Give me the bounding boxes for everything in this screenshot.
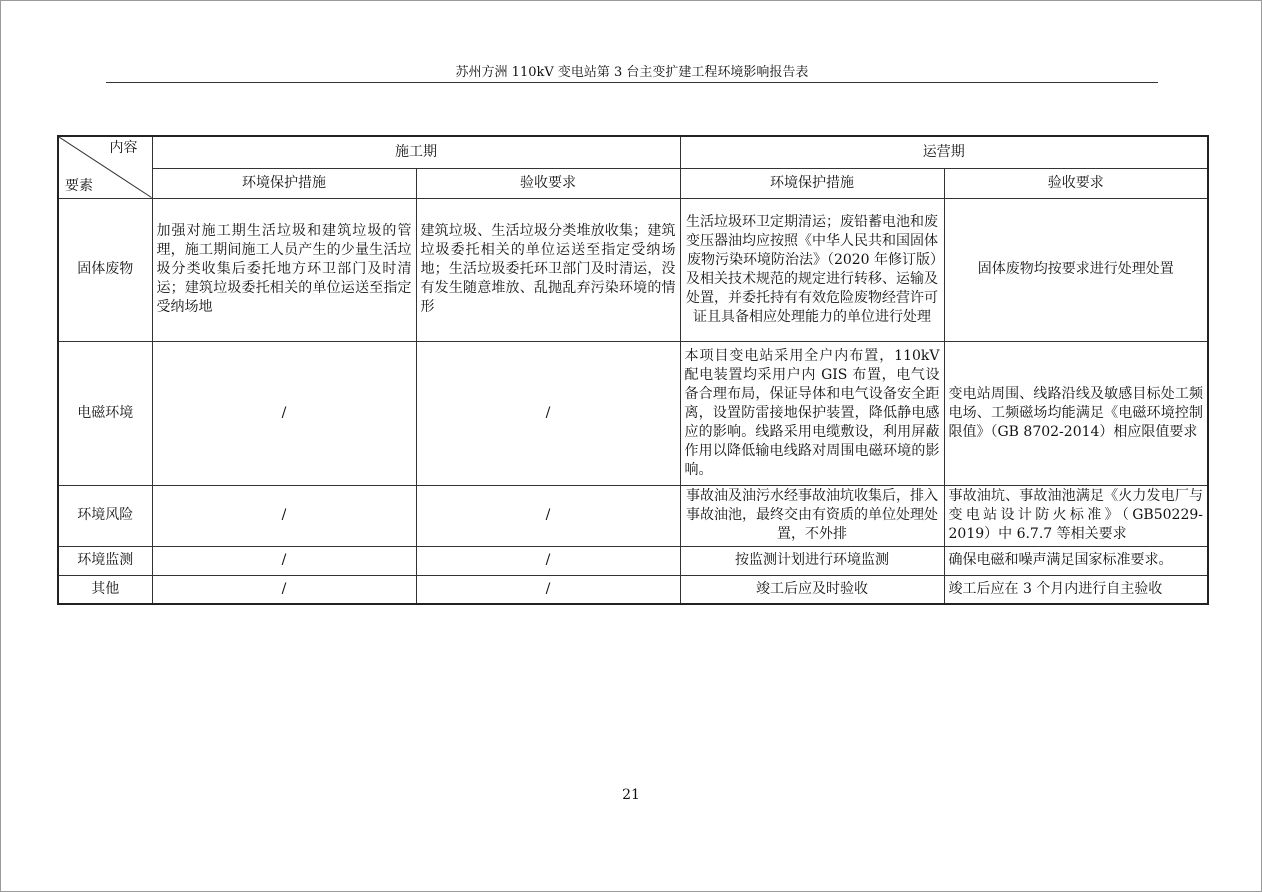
cell-operation-measures: 本项目变电站采用全户内布置，110kV 配电装置均采用户内 GIS 布置，电气设备合理布局，保证导体和电气设备安全距离，设置防雷接地保护装置，降低静电感应的影响。线路采用电缆敷设，利用屏蔽作用以降低输电线路对周围电磁环境的影响。: [680, 341, 944, 485]
cell-construction-measures: 加强对施工期生活垃圾和建筑垃圾的管理，施工期间施工人员产生的少量生活垃圾分类收集后委托地方环卫部门及时清运；建筑垃圾委托相关的单位运送至指定受纳场地: [152, 198, 416, 341]
table-header-row: [58, 136, 1208, 168]
cell-construction-acceptance: /: [416, 485, 680, 546]
cell-operation-measures: 事故油及油污水经事故油坑收集后，排入事故油池，最终交由有资质的单位处理处置，不外排: [680, 485, 944, 546]
cell-construction-acceptance: /: [416, 341, 680, 485]
cell-operation-measures: 生活垃圾环卫定期清运；废铅蓄电池和废变压器油均应按照《中华人民共和国固体废物污染环境防治法》（2020 年修订版）及相关技术规范的规定进行转移、运输及处置，并委托持有有效危险废物经营许可证且具备相应处理能力的单位进行处理: [680, 198, 944, 341]
table-row: [58, 546, 1208, 575]
page-header-title: 苏州方洲 110kV 变电站第 3 台主变扩建工程环境影响报告表: [455, 65, 809, 80]
cell-construction-measures: /: [152, 575, 416, 604]
cell-construction-acceptance: /: [416, 546, 680, 575]
row-element-label: 环境监测: [58, 546, 152, 575]
row-element-label: 其他: [58, 575, 152, 604]
cell-operation-acceptance: 确保电磁和噪声满足国家标准要求。: [944, 546, 1208, 575]
subheader-construction-acceptance: 验收要求: [416, 168, 680, 198]
table-row: [58, 485, 1208, 546]
cell-operation-acceptance: 变电站周围、线路沿线及敏感目标处工频电场、工频磁场均能满足《电磁环境控制限值》（GB 8702-2014）相应限值要求: [944, 341, 1208, 485]
table-subheader-row: [58, 168, 1208, 198]
header-rule: [106, 82, 1158, 83]
cell-operation-acceptance: 竣工后应在 3 个月内进行自主验收: [944, 575, 1208, 604]
cell-operation-measures: 按监测计划进行环境监测: [680, 546, 944, 575]
group-header-construction: 施工期: [152, 136, 680, 168]
corner-label-element: 要素: [65, 177, 93, 194]
row-element-label: 电磁环境: [58, 341, 152, 485]
cell-construction-acceptance: /: [416, 575, 680, 604]
row-element-label: 固体废物: [58, 198, 152, 341]
subheader-construction-measures: 环境保护措施: [152, 168, 416, 198]
cell-operation-acceptance: 固体废物均按要求进行处理处置: [944, 198, 1208, 341]
cell-operation-measures: 竣工后应及时验收: [680, 575, 944, 604]
group-header-operation: 运营期: [680, 136, 1208, 168]
page-number: 21: [622, 787, 640, 803]
cell-construction-acceptance: 建筑垃圾、生活垃圾分类堆放收集；建筑垃圾委托相关的单位运送至指定受纳场地；生活垃圾委托环卫部门及时清运，没有发生随意堆放、乱抛乱弃污染环境的情形: [416, 198, 680, 341]
row-element-label: 环境风险: [58, 485, 152, 546]
table-row: [58, 575, 1208, 604]
corner-diagonal-cell: [58, 136, 152, 198]
table-row: [58, 341, 1208, 485]
environmental-measures-table: [57, 135, 1209, 605]
cell-construction-measures: /: [152, 341, 416, 485]
cell-operation-acceptance: 事故油坑、事故油池满足《火力发电厂与变电站设计防火标准》（GB50229-2019）中 6.7.7 等相关要求: [944, 485, 1208, 546]
subheader-operation-acceptance: 验收要求: [944, 168, 1208, 198]
cell-construction-measures: /: [152, 546, 416, 575]
table-row: [58, 198, 1208, 341]
subheader-operation-measures: 环境保护措施: [680, 168, 944, 198]
cell-construction-measures: /: [152, 485, 416, 546]
corner-label-content: 内容: [109, 140, 138, 156]
